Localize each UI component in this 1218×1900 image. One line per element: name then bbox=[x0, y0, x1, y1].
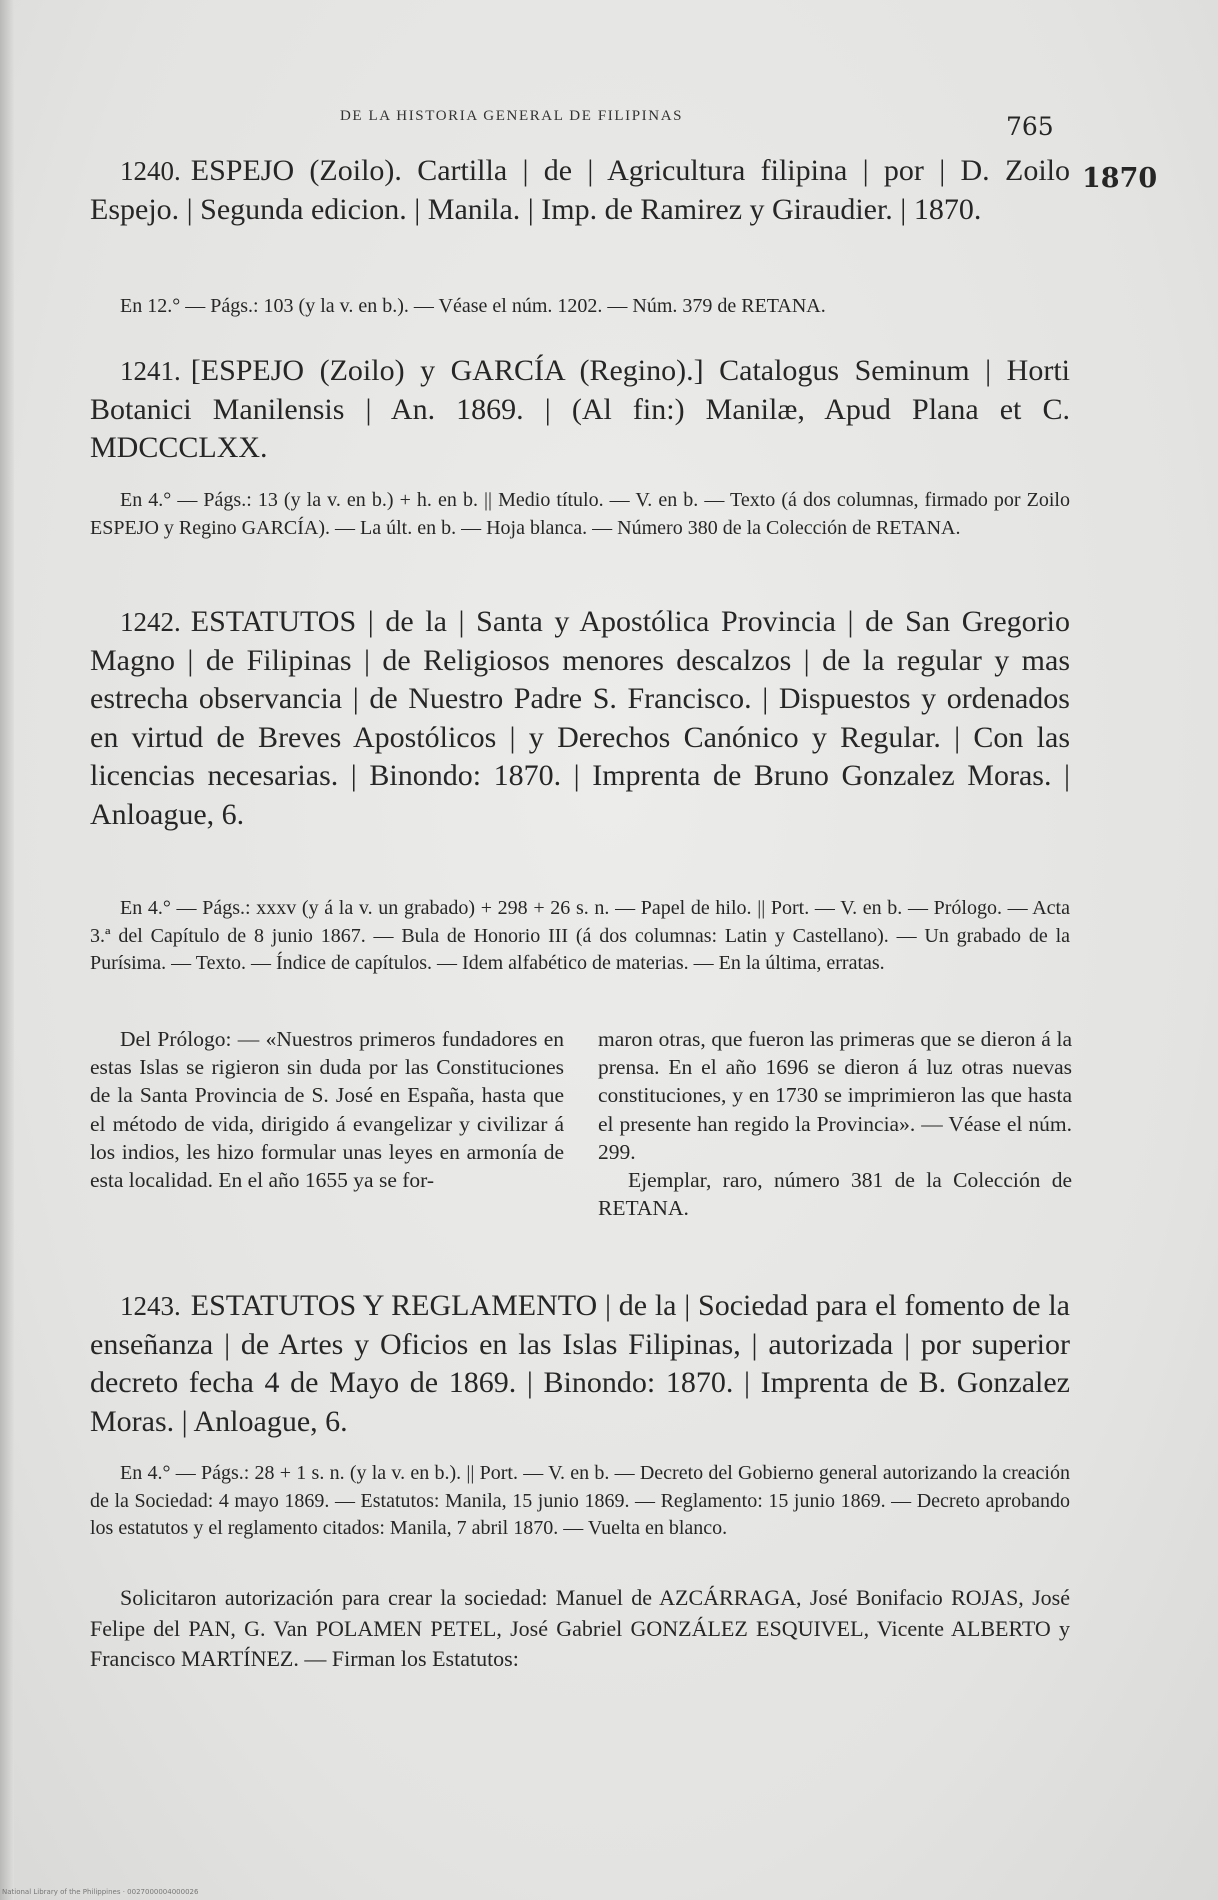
entry-title-text: [ESPEJO (Zoilo) y GARCÍA (Regino).] Catalogus Seminum | Horti Botanici Manilensis | An. 1869. | (Al fin:) Manilæ, Apud Plana et C. MDCCCLXX. bbox=[90, 354, 1070, 464]
entry-title-text: ESPEJO (Zoilo). Cartilla | de | Agricultura filipina | por | D. Zoilo Espejo. | Segunda edicion. | Manila. | Imp. de Ramirez y Giraudier. | 1870. bbox=[90, 154, 1070, 226]
copy-note: Ejemplar, raro, número 381 de la Colección de RETANA. bbox=[598, 1168, 1072, 1221]
prologue-quote: Del Prólogo: — «Nuestros primeros fundadores en estas Islas se rigieron sin duda por las Constituciones de la Santa Provincia de S. José en España, hasta que el método de vida, dirigido á evangelizar y civilizar á los indios, les hizo formular unas leyes en armonía de esta localidad. En el año 1655 ya se for- bbox=[90, 1027, 564, 1193]
margin-year: 1870 bbox=[1082, 163, 1158, 194]
entry-1240-title bbox=[90, 152, 1070, 229]
entry-1241-description: En 4.° — Págs.: 13 (y la v. en b.) + h. en b. || Medio título. — V. en b. — Texto (á dos columnas, firmado por Zoilo ESPEJO y Regino GARCÍA). — La últ. en b. — Hoja blanca. — Número 380 de la Colección de RETANA. bbox=[90, 489, 1070, 539]
entry-1242-description: En 4.° — Págs.: xxxv (y á la v. un grabado) + 298 + 26 s. n. — Papel de hilo. || Port. — V. en b. — Prólogo. — Acta 3.ª del Capítulo de 8 junio 1867. — Bula de Honorio III (á dos columnas: Latin y Castellano). — Un grabado de la Purísima. — Texto. — Índice de capítulos. — Idem alfabético de materias. — En la última, erratas. bbox=[90, 897, 1070, 974]
entry-1243-title bbox=[90, 1287, 1070, 1441]
entry-1243-description: En 4.° — Págs.: 28 + 1 s. n. (y la v. en b.). || Port. — V. en b. — Decreto del Gobierno general autorizando la creación de la Sociedad: 4 mayo 1869. — Estatutos: Manila, 15 junio 1869. — Reglamento: 15 junio 1869. — Decreto aprobando los estatutos y el reglamento citados: Manila, 7 abril 1870. — Vuelta en blanco. bbox=[90, 1462, 1070, 1539]
entry-1242-right-column bbox=[598, 1025, 1072, 1222]
entry-number: 1241. bbox=[120, 356, 181, 386]
page-edge-shadow bbox=[0, 0, 14, 1900]
entry-1243-paragraph: Solicitaron autorización para crear la sociedad: Manuel de AZCÁRRAGA, José Bonifacio ROJAS, José Felipe del PAN, G. Van POLAMEN PETEL, José Gabriel GONZÁLEZ ESQUIVEL, Vicente ALBERTO y Francisco MARTÍNEZ. — Firman los Estatutos: bbox=[90, 1585, 1070, 1671]
entry-1242-title bbox=[90, 603, 1070, 834]
entry-1242-left-column bbox=[90, 1025, 564, 1194]
entry-number: 1243. bbox=[120, 1291, 181, 1321]
scan-footer: National Library of the Philippines · 0027000004000026 bbox=[2, 1888, 199, 1896]
entry-title-text: ESTATUTOS Y REGLAMENTO | de la | Sociedad para el fomento de la enseñanza | de Artes y Oficios en las Islas Filipinas, | autorizada | por superior decreto fecha 4 de Mayo de 1869. | Binondo: 1870. | Imprenta de B. Gonzalez Moras. | Anloague, 6. bbox=[90, 1289, 1070, 1438]
prologue-quote-continued: maron otras, que fueron las primeras que se dieron á la prensa. En el año 1696 se dieron á luz otras nuevas constituciones, y en 1730 se imprimieron las que hasta el presente han regido la Provincia». — Véase el núm. 299. bbox=[598, 1027, 1072, 1164]
entry-1240-description: En 12.° — Págs.: 103 (y la v. en b.). — Véase el núm. 1202. — Núm. 379 de RETANA. bbox=[120, 295, 826, 317]
running-header: DE LA HISTORIA GENERAL DE FILIPINAS bbox=[340, 108, 684, 124]
entry-1241-title bbox=[90, 352, 1070, 468]
entry-number: 1240. bbox=[120, 156, 181, 186]
entry-number: 1242. bbox=[120, 607, 181, 637]
entry-title-text: ESTATUTOS | de la | Santa y Apostólica Provincia | de San Gregorio Magno | de Filipinas | de Religiosos menores descalzos | de la regular y mas estrecha observancia | de Nuestro Padre S. Francisco. | Dispuestos y ordenados en virtud de Breves Apostólicos | y Derechos Canónico y Regular. | Con las licencias necesarias. | Binondo: 1870. | Imprenta de Bruno Gonzalez Moras. | Anloague, 6. bbox=[90, 605, 1070, 831]
page-number: 765 bbox=[1006, 112, 1054, 141]
